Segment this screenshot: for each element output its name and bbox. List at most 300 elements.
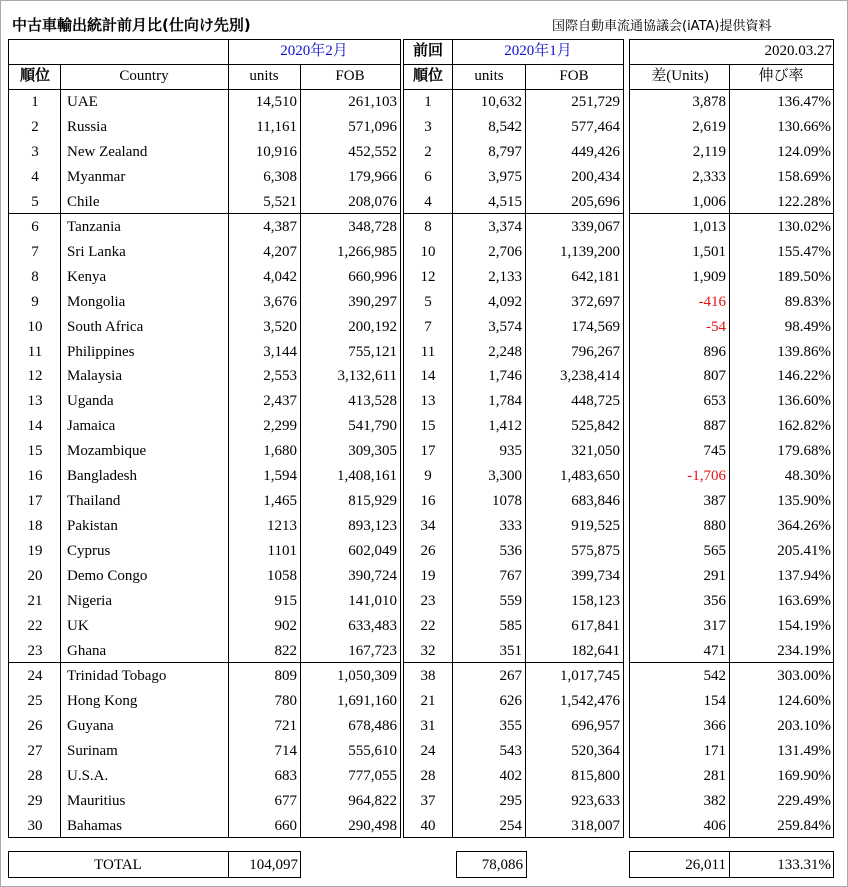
units-cell: 915 xyxy=(274,593,297,609)
prev-fob-cell: 339,067 xyxy=(571,218,620,235)
country-header: Country xyxy=(119,68,169,84)
prev-fob-cell: 1,017,745 xyxy=(560,667,620,684)
prev-units-header: units xyxy=(474,68,504,84)
units-cell: 5,521 xyxy=(263,193,297,210)
prev-fob-cell: 617,841 xyxy=(571,617,620,634)
col-divider xyxy=(729,64,730,838)
diff-cell: 366 xyxy=(703,717,726,734)
fob-cell: 290,498 xyxy=(348,817,397,834)
prev-rank-cell: 1 xyxy=(424,94,432,110)
fob-cell: 1,408,161 xyxy=(337,468,397,485)
prev-label-header: 前回 xyxy=(412,43,443,59)
growth-cell: 124.60% xyxy=(777,692,831,709)
prev-rank-cell: 7 xyxy=(424,318,432,335)
prev-fob-cell: 683,846 xyxy=(571,493,620,510)
diff-cell: 3,878 xyxy=(692,94,726,110)
units-cell: 4,042 xyxy=(263,268,297,285)
growth-cell: 163.69% xyxy=(777,593,831,609)
fob-cell: 678,486 xyxy=(348,717,397,734)
prev-units-cell: 3,975 xyxy=(488,168,522,185)
units-cell: 11,161 xyxy=(256,118,297,135)
diff-cell: 542 xyxy=(703,667,726,684)
fob-cell: 179,966 xyxy=(348,168,397,185)
units-cell: 683 xyxy=(274,767,297,784)
prev-rank-header: 順位 xyxy=(412,68,443,84)
prev-units-cell: 2,133 xyxy=(488,268,522,285)
rank-cell: 19 xyxy=(27,543,43,560)
rank-cell: 2 xyxy=(31,118,39,135)
diff-cell: 807 xyxy=(703,368,726,385)
fob-cell: 167,723 xyxy=(348,642,397,659)
growth-cell: 48.30% xyxy=(784,468,831,485)
table-middle-border xyxy=(403,39,624,838)
col-divider xyxy=(228,39,229,838)
growth-cell: 169.90% xyxy=(777,767,831,784)
diff-cell: 154 xyxy=(703,692,726,709)
prev-units-cell: 1078 xyxy=(492,493,522,510)
row-divider xyxy=(629,662,834,663)
period-previous: 2020年1月 xyxy=(504,43,572,59)
fob-cell: 200,192 xyxy=(348,318,397,335)
country-cell: Pakistan xyxy=(67,518,118,535)
country-cell: U.S.A. xyxy=(67,767,109,784)
growth-cell: 364.26% xyxy=(777,518,831,535)
units-cell: 809 xyxy=(274,667,297,684)
prev-rank-cell: 5 xyxy=(424,293,432,310)
fob-cell: 1,266,985 xyxy=(337,243,397,260)
country-cell: Hong Kong xyxy=(67,692,138,709)
prev-units-cell: 2,706 xyxy=(488,243,522,260)
fob-cell: 633,483 xyxy=(348,617,397,634)
fob-cell: 348,728 xyxy=(348,218,397,235)
table-right-border xyxy=(629,39,834,838)
report-date: 2020.03.27 xyxy=(764,43,832,59)
rank-cell: 11 xyxy=(27,343,43,360)
country-cell: Thailand xyxy=(67,493,121,510)
rank-cell: 13 xyxy=(27,393,43,410)
prev-fob-cell: 919,525 xyxy=(571,518,620,535)
prev-fob-cell: 182,641 xyxy=(571,642,620,659)
prev-fob-cell: 205,696 xyxy=(571,193,620,210)
row-divider xyxy=(629,64,834,65)
rank-cell: 8 xyxy=(31,268,39,285)
rank-cell: 24 xyxy=(27,667,43,684)
col-divider xyxy=(525,64,526,838)
growth-cell: 234.19% xyxy=(777,642,831,659)
prev-fob-cell: 448,725 xyxy=(571,393,620,410)
fob-cell: 413,528 xyxy=(348,393,397,410)
growth-cell: 98.49% xyxy=(784,318,831,335)
diff-cell: 2,333 xyxy=(692,168,726,185)
prev-units-cell: 8,797 xyxy=(488,143,522,160)
diff-cell: 1,006 xyxy=(692,193,726,210)
country-cell: Guyana xyxy=(67,717,114,734)
fob-cell: 555,610 xyxy=(348,742,397,759)
prev-fob-cell: 815,800 xyxy=(571,767,620,784)
country-cell: UAE xyxy=(67,94,98,110)
diff-cell: -416 xyxy=(698,293,726,310)
rank-cell: 28 xyxy=(27,767,43,784)
growth-cell: 136.60% xyxy=(777,393,831,410)
prev-rank-cell: 13 xyxy=(420,393,436,410)
country-cell: Mongolia xyxy=(67,293,126,310)
prev-rank-cell: 16 xyxy=(420,493,436,510)
prev-units-cell: 585 xyxy=(499,617,522,634)
rank-cell: 16 xyxy=(27,468,43,485)
growth-cell: 155.47% xyxy=(777,243,831,260)
prev-fob-cell: 399,734 xyxy=(571,568,620,585)
prev-rank-cell: 17 xyxy=(420,443,436,460)
prev-rank-cell: 2 xyxy=(424,143,432,160)
country-cell: Mozambique xyxy=(67,443,147,460)
prev-units-cell: 1,784 xyxy=(488,393,522,410)
diff-cell: 653 xyxy=(703,393,726,410)
units-cell: 1,465 xyxy=(263,493,297,510)
country-cell: Malaysia xyxy=(67,368,122,385)
fob-cell: 893,123 xyxy=(348,518,397,535)
units-cell: 721 xyxy=(274,717,297,734)
rank-cell: 9 xyxy=(31,293,39,310)
prev-units-cell: 3,300 xyxy=(488,468,522,485)
diff-cell: 281 xyxy=(703,767,726,784)
prev-rank-cell: 3 xyxy=(424,118,432,135)
prev-units-cell: 935 xyxy=(499,443,522,460)
growth-cell: 158.69% xyxy=(777,168,831,185)
rank-cell: 6 xyxy=(31,218,39,235)
country-cell: Surinam xyxy=(67,742,118,759)
country-cell: Trinidad Tobago xyxy=(67,667,167,684)
rank-cell: 26 xyxy=(27,717,43,734)
prev-rank-cell: 38 xyxy=(420,667,436,684)
prev-units-cell: 626 xyxy=(499,692,522,709)
country-cell: Chile xyxy=(67,193,100,210)
units-cell: 1,594 xyxy=(263,468,297,485)
growth-cell: 179.68% xyxy=(777,443,831,460)
prev-units-cell: 351 xyxy=(499,642,522,659)
prev-rank-cell: 9 xyxy=(424,468,432,485)
row-divider xyxy=(8,64,401,65)
prev-fob-cell: 251,729 xyxy=(571,94,620,110)
row-divider xyxy=(8,89,401,90)
units-cell: 1,680 xyxy=(263,443,297,460)
prev-rank-cell: 28 xyxy=(420,767,436,784)
prev-fob-cell: 158,123 xyxy=(571,593,620,609)
prev-fob-cell: 696,957 xyxy=(571,717,620,734)
row-divider xyxy=(8,213,401,214)
prev-units-cell: 4,515 xyxy=(488,193,522,210)
diff-cell: 2,619 xyxy=(692,118,726,135)
units-cell: 1213 xyxy=(267,518,297,535)
fob-cell: 208,076 xyxy=(348,193,397,210)
country-cell: Kenya xyxy=(67,268,107,285)
row-divider xyxy=(629,213,834,214)
col-divider xyxy=(60,64,61,838)
rank-cell: 27 xyxy=(27,742,43,759)
growth-header: 伸び率 xyxy=(758,68,804,84)
prev-rank-cell: 23 xyxy=(420,593,436,609)
row-divider xyxy=(403,213,624,214)
prev-fob-cell: 923,633 xyxy=(571,792,620,809)
units-cell: 14,510 xyxy=(255,94,297,110)
prev-fob-cell: 577,464 xyxy=(571,118,620,135)
prev-units-cell: 2,248 xyxy=(488,343,522,360)
rank-cell: 5 xyxy=(31,193,39,210)
growth-cell: 122.28% xyxy=(777,193,831,210)
total-prev-units: 78,086 xyxy=(481,857,523,873)
period-current: 2020年2月 xyxy=(280,43,348,59)
rank-cell: 23 xyxy=(27,642,43,659)
country-cell: Tanzania xyxy=(67,218,121,235)
prev-rank-cell: 37 xyxy=(420,792,436,809)
diff-header: 差(Units) xyxy=(651,68,709,84)
diff-cell: 356 xyxy=(703,593,726,609)
fob-cell: 3,132,611 xyxy=(337,368,397,385)
prev-fob-cell: 1,483,650 xyxy=(560,468,620,485)
row-divider xyxy=(629,89,834,90)
prev-units-cell: 8,542 xyxy=(488,118,522,135)
units-cell: 4,207 xyxy=(263,243,297,260)
prev-rank-cell: 24 xyxy=(420,742,436,759)
diff-cell: 2,119 xyxy=(692,143,726,160)
fob-cell: 660,996 xyxy=(348,268,397,285)
col-divider xyxy=(452,39,453,838)
units-cell: 1101 xyxy=(267,543,297,560)
units-cell: 6,308 xyxy=(263,168,297,185)
prev-fob-cell: 174,569 xyxy=(571,318,620,335)
fob-cell: 571,096 xyxy=(348,118,397,135)
prev-units-cell: 3,574 xyxy=(488,318,522,335)
growth-cell: 203.10% xyxy=(777,717,831,734)
units-cell: 3,144 xyxy=(263,343,297,360)
growth-cell: 137.94% xyxy=(777,568,831,585)
country-cell: Nigeria xyxy=(67,593,112,609)
prev-units-cell: 1,746 xyxy=(488,368,522,385)
total-label: TOTAL xyxy=(94,857,142,873)
prev-units-cell: 4,092 xyxy=(488,293,522,310)
growth-cell: 146.22% xyxy=(777,368,831,385)
growth-cell: 130.02% xyxy=(777,218,831,235)
prev-fob-cell: 575,875 xyxy=(571,543,620,560)
country-cell: Ghana xyxy=(67,642,107,659)
units-cell: 902 xyxy=(274,617,297,634)
prev-units-cell: 295 xyxy=(499,792,522,809)
page-title: 中古車輸出統計前月比(仕向け先別) xyxy=(12,16,251,34)
prev-rank-cell: 14 xyxy=(420,368,436,385)
total-units: 104,097 xyxy=(249,857,298,873)
rank-cell: 4 xyxy=(31,168,39,185)
rank-cell: 1 xyxy=(31,94,39,110)
diff-cell: 896 xyxy=(703,343,726,360)
growth-cell: 131.49% xyxy=(777,742,831,759)
units-cell: 3,520 xyxy=(263,318,297,335)
row-divider xyxy=(8,662,401,663)
prev-units-cell: 559 xyxy=(499,593,522,609)
prev-fob-cell: 3,238,414 xyxy=(560,368,620,385)
diff-cell: 291 xyxy=(703,568,726,585)
units-cell: 714 xyxy=(274,742,297,759)
prev-rank-cell: 8 xyxy=(424,218,432,235)
diff-cell: 387 xyxy=(703,493,726,510)
fob-cell: 309,305 xyxy=(348,443,397,460)
prev-fob-cell: 1,542,476 xyxy=(560,692,620,709)
country-cell: Bangladesh xyxy=(67,468,137,485)
diff-cell: 745 xyxy=(703,443,726,460)
fob-cell: 964,822 xyxy=(348,792,397,809)
rank-cell: 7 xyxy=(31,243,39,260)
rank-header: 順位 xyxy=(19,68,50,84)
growth-cell: 124.09% xyxy=(777,143,831,160)
fob-cell: 815,929 xyxy=(348,493,397,510)
prev-fob-header: FOB xyxy=(559,68,589,84)
country-cell: Sri Lanka xyxy=(67,243,126,260)
country-cell: South Africa xyxy=(67,318,144,335)
prev-rank-cell: 32 xyxy=(420,642,436,659)
country-cell: Myanmar xyxy=(67,168,126,185)
prev-fob-cell: 200,434 xyxy=(571,168,620,185)
prev-units-cell: 267 xyxy=(499,667,522,684)
row-divider xyxy=(403,662,624,663)
diff-cell: 382 xyxy=(703,792,726,809)
units-cell: 4,387 xyxy=(263,218,297,235)
rank-cell: 22 xyxy=(27,617,43,634)
fob-cell: 261,103 xyxy=(348,94,397,110)
growth-cell: 259.84% xyxy=(777,817,831,834)
prev-rank-cell: 19 xyxy=(420,568,436,585)
units-cell: 780 xyxy=(274,692,297,709)
fob-cell: 141,010 xyxy=(348,593,397,609)
units-cell: 2,553 xyxy=(263,368,297,385)
growth-cell: 189.50% xyxy=(777,268,831,285)
prev-fob-cell: 520,364 xyxy=(571,742,620,759)
prev-units-cell: 333 xyxy=(499,518,522,535)
country-cell: Uganda xyxy=(67,393,114,410)
prev-units-cell: 355 xyxy=(499,717,522,734)
growth-cell: 205.41% xyxy=(777,543,831,560)
prev-fob-cell: 796,267 xyxy=(571,343,620,360)
country-cell: Philippines xyxy=(67,343,135,360)
total-diff: 26,011 xyxy=(685,857,726,873)
units-cell: 2,299 xyxy=(263,418,297,435)
growth-cell: 154.19% xyxy=(777,617,831,634)
fob-header: FOB xyxy=(335,68,365,84)
prev-units-cell: 10,632 xyxy=(480,94,522,110)
prev-rank-cell: 6 xyxy=(424,168,432,185)
growth-cell: 136.47% xyxy=(777,94,831,110)
fob-cell: 390,724 xyxy=(348,568,397,585)
prev-rank-cell: 15 xyxy=(420,418,436,435)
rank-cell: 25 xyxy=(27,692,43,709)
rank-cell: 18 xyxy=(27,518,43,535)
fob-cell: 390,297 xyxy=(348,293,397,310)
fob-cell: 541,790 xyxy=(348,418,397,435)
prev-units-cell: 254 xyxy=(499,817,522,834)
rank-cell: 17 xyxy=(27,493,43,510)
units-cell: 660 xyxy=(274,817,297,834)
fob-cell: 777,055 xyxy=(348,767,397,784)
table-left-border xyxy=(8,39,401,838)
country-cell: Bahamas xyxy=(67,817,122,834)
rank-cell: 3 xyxy=(31,143,39,160)
fob-cell: 755,121 xyxy=(348,343,397,360)
prev-rank-cell: 40 xyxy=(420,817,436,834)
growth-cell: 139.86% xyxy=(777,343,831,360)
prev-fob-cell: 318,007 xyxy=(571,817,620,834)
rank-cell: 12 xyxy=(27,368,43,385)
prev-rank-cell: 22 xyxy=(420,617,436,634)
growth-cell: 303.00% xyxy=(777,667,831,684)
prev-rank-cell: 26 xyxy=(420,543,436,560)
country-cell: Cyprus xyxy=(67,543,111,560)
diff-cell: 1,909 xyxy=(692,268,726,285)
diff-cell: 317 xyxy=(703,617,726,634)
prev-rank-cell: 31 xyxy=(420,717,436,734)
units-header: units xyxy=(249,68,279,84)
prev-fob-cell: 525,842 xyxy=(571,418,620,435)
diff-cell: 471 xyxy=(703,642,726,659)
rank-cell: 21 xyxy=(27,593,43,609)
prev-units-cell: 402 xyxy=(499,767,522,784)
growth-cell: 135.90% xyxy=(777,493,831,510)
prev-fob-cell: 372,697 xyxy=(571,293,620,310)
country-cell: Russia xyxy=(67,118,108,135)
units-cell: 1058 xyxy=(267,568,297,585)
prev-fob-cell: 321,050 xyxy=(571,443,620,460)
country-cell: UK xyxy=(67,617,89,634)
diff-cell: 887 xyxy=(703,418,726,435)
diff-cell: 1,501 xyxy=(692,243,726,260)
growth-cell: 89.83% xyxy=(784,293,831,310)
prev-units-cell: 536 xyxy=(499,543,522,560)
units-cell: 677 xyxy=(274,792,297,809)
prev-rank-cell: 10 xyxy=(420,243,436,260)
diff-cell: -1,706 xyxy=(687,468,726,485)
diff-cell: 1,013 xyxy=(692,218,726,235)
prev-rank-cell: 4 xyxy=(424,193,432,210)
prev-fob-cell: 449,426 xyxy=(571,143,620,160)
prev-units-cell: 3,374 xyxy=(488,218,522,235)
country-cell: Demo Congo xyxy=(67,568,148,585)
col-divider xyxy=(300,64,301,838)
growth-cell: 162.82% xyxy=(777,418,831,435)
prev-fob-cell: 1,139,200 xyxy=(560,243,620,260)
row-divider xyxy=(403,64,624,65)
rank-cell: 29 xyxy=(27,792,43,809)
total-growth: 133.31% xyxy=(777,857,831,873)
prev-rank-cell: 21 xyxy=(420,692,436,709)
diff-cell: 880 xyxy=(703,518,726,535)
prev-rank-cell: 11 xyxy=(420,343,436,360)
prev-fob-cell: 642,181 xyxy=(571,268,620,285)
rank-cell: 10 xyxy=(27,318,43,335)
rank-cell: 15 xyxy=(27,443,43,460)
rank-cell: 20 xyxy=(27,568,43,585)
prev-rank-cell: 34 xyxy=(420,518,436,535)
source-note: 国際自動車流通協議会(iATA)提供資料 xyxy=(552,19,772,34)
units-cell: 10,916 xyxy=(255,143,297,160)
units-cell: 3,676 xyxy=(263,293,297,310)
growth-cell: 229.49% xyxy=(777,792,831,809)
country-cell: Mauritius xyxy=(67,792,126,809)
fob-cell: 1,050,309 xyxy=(337,667,397,684)
fob-cell: 602,049 xyxy=(348,543,397,560)
diff-cell: -54 xyxy=(706,318,726,335)
country-cell: New Zealand xyxy=(67,143,148,160)
units-cell: 2,437 xyxy=(263,393,297,410)
rank-cell: 14 xyxy=(27,418,43,435)
rank-cell: 30 xyxy=(27,817,43,834)
diff-cell: 406 xyxy=(703,817,726,834)
fob-cell: 452,552 xyxy=(348,143,397,160)
